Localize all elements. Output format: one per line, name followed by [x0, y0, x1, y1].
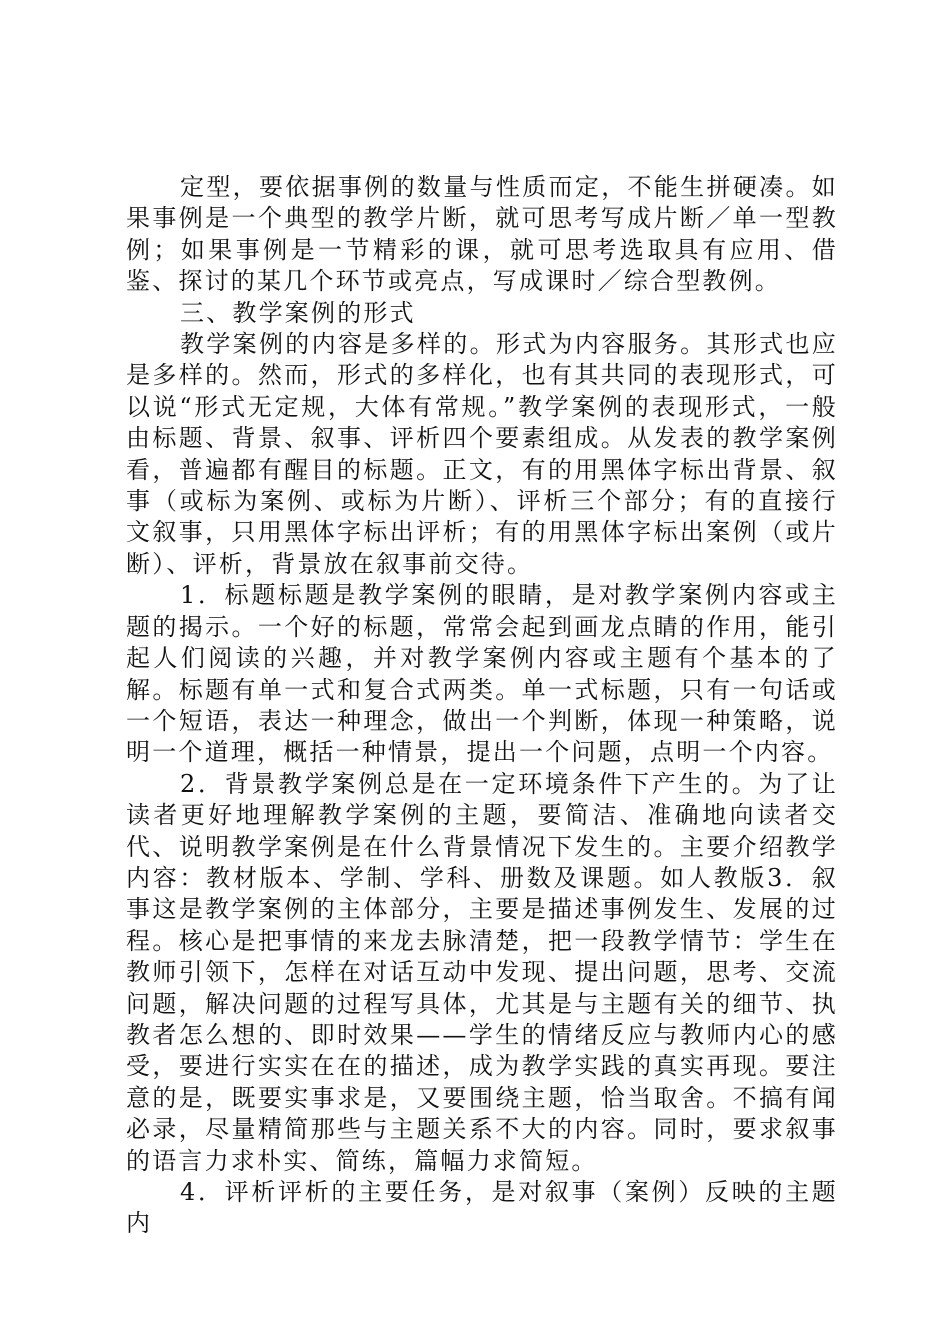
paragraph-title: 1．标题标题是教学案例的眼睛，是对教学案例内容或主题的揭示。一个好的标题，常常会起到画龙点睛的作用，能引起人们阅读的兴趣，并对教学案例内容或主题有个基本的了解。标题有单一式和复合式两类。单一式标题，只有一句话或一个短语，表达一种理念，做出一个判断，体现一种策略，说明一个道理，概括一种情景，提出一个问题，点明一个内容。 [126, 581, 838, 767]
section-heading-case-form: 三、教学案例的形式 [180, 298, 416, 327]
paragraph-case-type: 定型，要依据事例的数量与性质而定，不能生拼硬凑。如果事例是一个典型的教学片断，就可思考写成片断／单一型教例；如果事例是一节精彩的课，就可思考选取具有应用、借鉴、探讨的某几个环节或亮点，写成课时／综合型教例。 [126, 173, 838, 296]
paragraph-case-form: 教学案例的内容是多样的。形式为内容服务。其形式也应是多样的。然而，形式的多样化，也有其共同的表现形式，可以说“形式无定规，大体有常规。”教学案例的表现形式，一般由标题、背景、叙事、评析四个要素组成。从发表的教学案例看，普遍都有醒目的标题。正文，有的用黑体字标出背景、叙事（或标为案例、或标为片断）、评析三个部分；有的直接行文叙事，只用黑体字标出评析；有的用黑体字标出案例（或片断）、评析，背景放在叙事前交待。 [126, 330, 838, 578]
paragraph-analysis: 4．评析评析的主要任务，是对叙事（案例）反映的主题内 [126, 1178, 838, 1238]
paragraph-background-narrative: 2．背景教学案例总是在一定环境条件下产生的。为了让读者更好地理解教学案例的主题，要简洁、准确地向读者交代、说明教学案例是在什么背景情况下发生的。主要介绍教学内容：教材版本、学制、学科、册数及课题。如人教版3．叙事这是教学案例的主体部分，主要是描述事例发生、发展的过程。核心是把事情的来龙去脉清楚，把一段教学情节：学生在教师引领下，怎样在对话互动中发现、提出问题，思考、交流问题，解决问题的过程写具体，尤其是与主题有关的细节、执教者怎么想的、即时效果——学生的情绪反应与教师内心的感受，要进行实实在在的描述，成为教学实践的真实再现。要注意的是，既要实事求是，又要围绕主题，恰当取舍。不搞有闻必录，尽量精简那些与主题关系不大的内容。同时，要求叙事的语言力求朴实、简练，篇幅力求简短。 [126, 769, 838, 1175]
document-body [126, 172, 838, 1240]
